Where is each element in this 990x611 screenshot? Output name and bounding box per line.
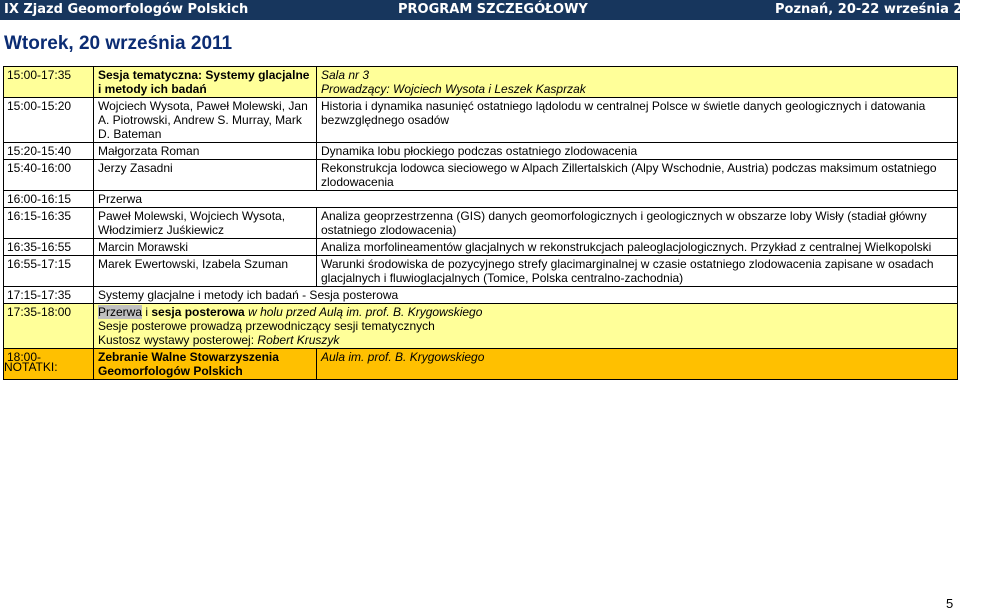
talk-title: Rekonstrukcja lodowca sieciowego w Alpach Zillertalskich (Alpy Wschodnie, Austria) podczas maksimum ostatniego zlodowacenia (317, 160, 958, 191)
poster-row (4, 304, 958, 349)
table-row (4, 256, 958, 287)
talk-time: 16:55-17:15 (4, 256, 94, 287)
talk-title: Dynamika lobu płockiego podczas ostatniego zlodowacenia (317, 143, 958, 160)
poster-curator-prefix: Kustosz wystawy posterowej: (98, 333, 258, 347)
notes-label: NOTATKI: (4, 360, 58, 374)
session-header-row (4, 67, 958, 98)
talk-authors: Jerzy Zasadni (94, 160, 317, 191)
talk-time: 16:15-16:35 (4, 208, 94, 239)
talk-title: Warunki środowiska de pozycyjnego strefy glacimarginalnej w czasie ostatniego zlodowacenia zapisane w osadach glacjalnych i fluwioglacjalnych (Tomice, Polska centralno-zachodnia) (317, 256, 958, 287)
talk-authors: Paweł Molewski, Wojciech Wysota, Włodzimierz Juśkiewicz (94, 208, 317, 239)
assembly-title: Zebranie Walne Stowarzyszenia Geomorfologów Polskich (94, 349, 317, 380)
program-title: PROGRAM SZCZEGÓŁOWY (398, 2, 588, 17)
table-row (4, 208, 958, 239)
session2-time: 17:15-17:35 (4, 287, 94, 304)
session2-label: Systemy glacjalne i metody ich badań - Sesja posterowa (94, 287, 958, 304)
poster-line-2: Sesje posterowe prowadzą przewodniczący sesji tematycznych (98, 319, 435, 333)
break-label: Przerwa (94, 191, 958, 208)
page-number: 5 (946, 596, 954, 611)
talk-title: Analiza morfolineamentów glacjalnych w rekonstrukcjach paleoglacjologicznych. Przykład z centralnej Wielkopolski (317, 239, 958, 256)
session-chairs: Prowadzący: Wojciech Wysota i Leszek Kasprzak (321, 82, 586, 96)
assembly-row (4, 349, 958, 380)
table-row (4, 143, 958, 160)
talk-time: 16:35-16:55 (4, 239, 94, 256)
assembly-location: Aula im. prof. B. Krygowskiego (317, 349, 958, 380)
talk-time: 15:20-15:40 (4, 143, 94, 160)
poster-details (94, 304, 958, 349)
break-time: 16:00-16:15 (4, 191, 94, 208)
place-date: Poznań, 20-22 września 2011 (775, 2, 990, 17)
day-title: Wtorek, 20 września 2011 (4, 33, 233, 54)
poster-session-label: sesja posterowa (151, 305, 245, 319)
talk-title: Historia i dynamika nasunięć ostatniego lądolodu w centralnej Polsce w świetle danych geologicznych i datowania bezwzględnego osadów (317, 98, 958, 143)
conference-name: IX Zjazd Geomorfologów Polskich (4, 2, 249, 17)
talk-authors: Marcin Morawski (94, 239, 317, 256)
talk-authors: Wojciech Wysota, Paweł Molewski, Jan A. Piotrowski, Andrew S. Murray, Mark D. Bateman (94, 98, 317, 143)
poster-line-1 (98, 305, 953, 319)
session-row (4, 287, 958, 304)
talk-authors: Małgorzata Roman (94, 143, 317, 160)
poster-line-3 (98, 333, 953, 347)
poster-time: 17:35-18:00 (4, 304, 94, 349)
session-title: Sesja tematyczna: Systemy glacjalne i metody ich badań (94, 67, 317, 98)
session-time: 15:00-17:35 (4, 67, 94, 98)
table-row (4, 239, 958, 256)
session-room: Sala nr 3 (321, 68, 370, 82)
break-row (4, 191, 958, 208)
poster-location: w holu przed Aulą im. prof. B. Krygowskiego (244, 305, 483, 319)
talk-authors: Marek Ewertowski, Izabela Szuman (94, 256, 317, 287)
header-banner (0, 0, 990, 20)
schedule-table (3, 66, 958, 380)
assembly-time: 18:00- (4, 349, 94, 380)
poster-and: i (142, 305, 152, 319)
table-row (4, 98, 958, 143)
talk-time: 15:40-16:00 (4, 160, 94, 191)
table-row (4, 160, 958, 191)
poster-curator-name: Robert Kruszyk (257, 333, 340, 347)
talk-title: Analiza geoprzestrzenna (GIS) danych geomorfologicznych i geologicznych w obszarze loby Wisły (stadiał główny ostatniego zlodowacenia) (317, 208, 958, 239)
session-room-chairs (317, 67, 958, 98)
poster-break-label: Przerwa (98, 305, 143, 319)
talk-time: 15:00-15:20 (4, 98, 94, 143)
